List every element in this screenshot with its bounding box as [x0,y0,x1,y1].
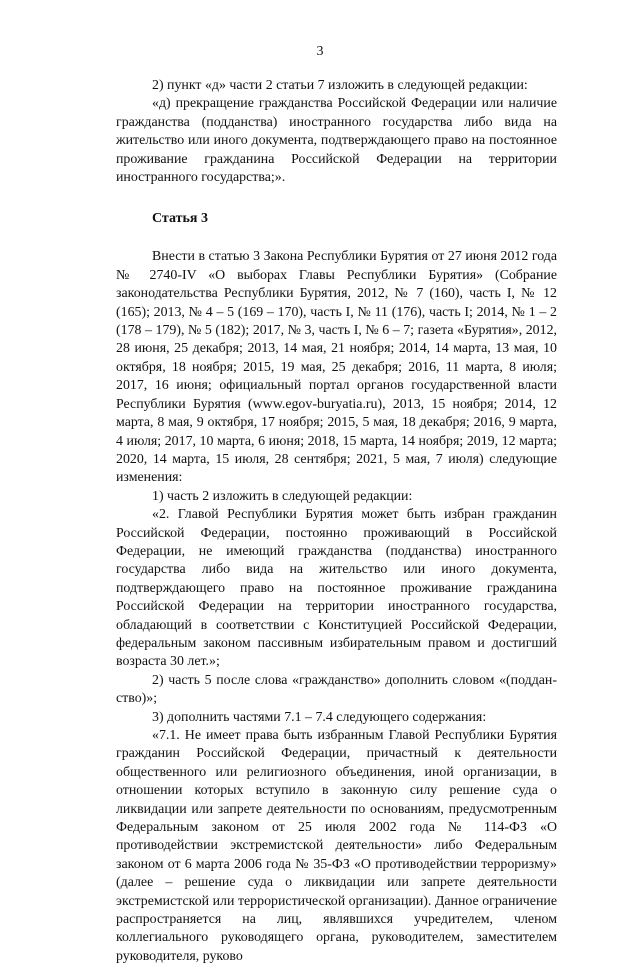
paragraph-part-7-1-text: «7.1. Не имеет права быть избранным Главой Республики Бурятия гражданин Российской Федерации, причастный к деятельности общественного или религиозного объединения, иной организации, в отношении которых вступило в законную силу решение суда о ликвидации или запрете деятельности по основаниям, предусмотренным Федеральным законом от 25 июля 2002 года № 114-ФЗ «О противодействии экстремистской деятельности» либо Федеральным законом от 6 марта 2006 года № 35-ФЗ «О противодействии терроризму» (далее – решение суда о ликвидации или запрете деятельности экстремистской или террористической организации). Данное ограничение распространяется на лиц, являвшихся учредителем, членом коллегиального руководящего органа, руководителем, заместителем руководителя, руково [116,728,557,964]
paragraph-point-3: 3) дополнить частями 7.1 – 7.4 следующего содержания: [152,709,487,725]
article-heading: Статья 3 [152,211,208,227]
document-body [116,77,557,966]
paragraph-point-1: 1) часть 2 изложить в следующей редакции: [152,488,413,504]
paragraph-item-d-text: «д) прекращение гражданства Российской Федерации или наличие гражданства (подданства) иностранного государства либо вида на жительство или иного документа, подтверждающего право на постоянное проживание гражданина Российской Федерации на территории иностранного государства;». [116,96,557,186]
paragraph-amend-intro: Внести в статью 3 Закона Республики Бурятия от 27 июня 2012 года № 2740-IV «О выборах Главы Республики Бурятия» (Собрание законодательства Республики Бурятия, 2012, № 7 (160), часть I, № 12 (165); 2013, № 4 – 5 (169 – 170), часть I, № 11 (176), часть I; 2014, № 1 – 2 (178 – 179), № 5 (182); 2017, № 3, часть I, № 6 – 7; газета «Бурятия», 2012, 28 июня, 25 декабря; 2013, 14 мая, 21 ноября; 2014, 14 марта, 13 мая, 10 октября, 18 ноября; 2015, 19 мая, 25 декабря; 2016, 11 марта, 8 июля; 2017, 16 июня; официальный портал органов государственной власти Республики Бурятия (www.egov-buryatia.ru), 2013, 15 ноября; 2014, 12 марта, 8 мая, 9 октября, 17 ноября; 2015, 5 мая, 18 декабря; 2016, 9 марта, 4 июля; 2017, 10 марта, 6 июня; 2018, 15 марта, 14 ноября; 2019, 12 марта; 2020, 14 марта, 15 июля, 28 сентября; 2021, 5 мая, 7 июля) следующие изменения: [116,249,557,486]
paragraph-item-2d: 2) пункт «д» части 2 статьи 7 изложить в следующей редакции: [152,78,528,93]
page-number: 3 [316,44,324,59]
paragraph-point-2: 2) часть 5 после слова «гражданство» дополнить словом «(подданство)»; [116,672,557,707]
paragraph-part-2-text: «2. Главой Республики Бурятия может быть избран гражданин Российской Федерации, постоянно проживающий в Российской Федерации, не имеющий гражданства (подданства) иностранного государства либо вида на жительство или иного документа, подтверждающего право на постоянное проживание гражданина Российской Федерации на территории иностранного государства, обладающий в соответствии с Конституцией Российской Федерации, федеральным законом пассивным избирательным правом и достигший возраста 30 лет.»; [116,507,557,670]
